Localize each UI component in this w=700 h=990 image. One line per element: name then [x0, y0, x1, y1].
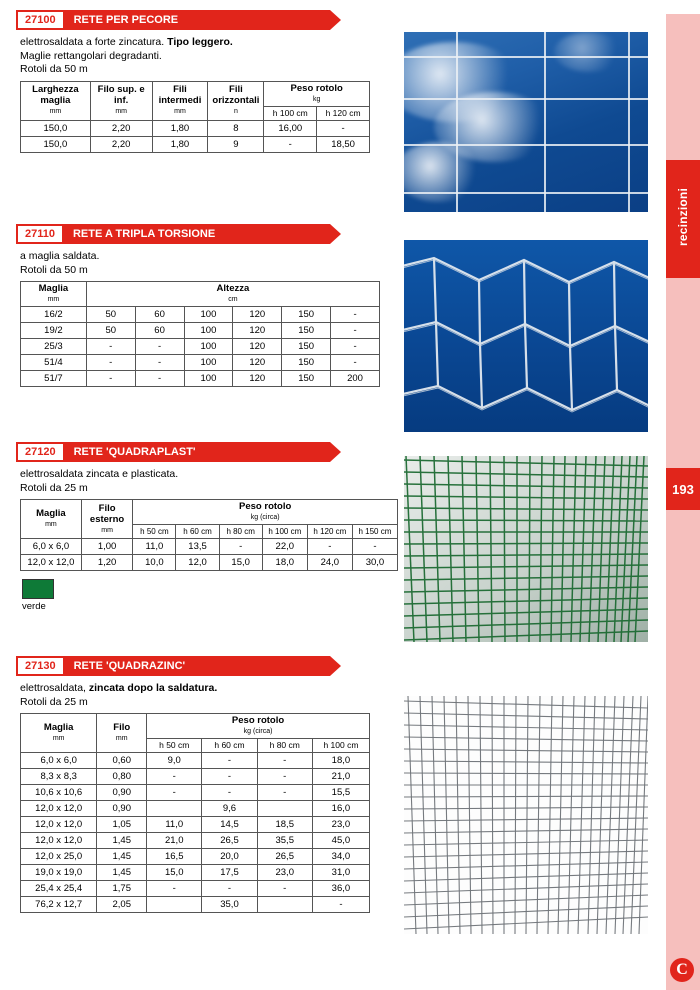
desc-line-2: Rotoli da 25 m — [20, 481, 88, 494]
cell: - — [86, 355, 135, 371]
cell: 16,5 — [147, 849, 202, 865]
cell: 15,5 — [312, 785, 369, 801]
cell: 100 — [184, 307, 233, 323]
cell: - — [147, 769, 202, 785]
brand-logo-icon: C — [670, 958, 694, 982]
cell: 16,00 — [264, 120, 317, 136]
cell: 14,5 — [202, 817, 257, 833]
cell: 1,45 — [97, 849, 147, 865]
cell: 150 — [282, 339, 331, 355]
th-filo-sup-inf: Filo sup. e inf. mm — [90, 81, 152, 120]
product-code: 27110 — [16, 224, 64, 244]
table-row — [21, 801, 370, 817]
desc-line-1: a maglia saldata. — [20, 250, 100, 262]
table-header-row — [21, 714, 370, 739]
table-row — [21, 769, 370, 785]
cell: - — [257, 769, 312, 785]
cell: 2,20 — [90, 120, 152, 136]
cell: 0,80 — [97, 769, 147, 785]
cell: 2,20 — [90, 136, 152, 152]
table-header-row — [21, 500, 398, 525]
th-peso-rotolo: Peso rotolo kg — [264, 81, 370, 106]
cell: 1,75 — [97, 881, 147, 897]
th-h100: h 100 cm — [312, 739, 369, 753]
th-peso-rotolo: Peso rotolo kg (circa) — [133, 500, 398, 525]
cell: 150 — [282, 355, 331, 371]
cell: - — [219, 539, 262, 555]
cell: 25,4 x 25,4 — [21, 881, 97, 897]
cell: 19/2 — [21, 323, 87, 339]
th-fili-intermedi: Fili intermedi mm — [152, 81, 208, 120]
cell: 9 — [208, 136, 264, 152]
cell: 51/4 — [21, 355, 87, 371]
cell: - — [352, 539, 397, 555]
cell: 120 — [233, 323, 282, 339]
cell: 100 — [184, 323, 233, 339]
product-banner — [16, 656, 330, 676]
table-row — [21, 136, 370, 152]
product-title: RETE PER PECORE — [64, 10, 330, 30]
cell: 21,0 — [312, 769, 369, 785]
th-filo-esterno: Filo esterno mm — [81, 500, 132, 539]
cell: 18,5 — [257, 817, 312, 833]
cell: 20,0 — [202, 849, 257, 865]
cell: - — [202, 769, 257, 785]
cell: 23,0 — [257, 865, 312, 881]
cell: 1,00 — [81, 539, 132, 555]
product-banner — [16, 442, 330, 462]
cell: 15,0 — [219, 555, 262, 571]
cell: 0,90 — [97, 801, 147, 817]
th-maglia: Maglia mm — [21, 282, 87, 307]
cell: 100 — [184, 371, 233, 387]
table-row — [21, 539, 398, 555]
th-h120: h 120 cm — [317, 106, 370, 120]
cell: 16,0 — [312, 801, 369, 817]
th-h80: h 80 cm — [219, 525, 262, 539]
table-row — [21, 323, 380, 339]
cell — [147, 801, 202, 817]
table-row — [21, 753, 370, 769]
cell: 13,5 — [176, 539, 219, 555]
cell: 45,0 — [312, 833, 369, 849]
desc-line-1: elettrosaldata a forte zincatura. Tipo leggero. — [20, 36, 233, 48]
cell: 6,0 x 6,0 — [21, 539, 82, 555]
color-swatch-verde — [22, 579, 54, 599]
cell: 150,0 — [21, 136, 91, 152]
cell: - — [86, 339, 135, 355]
cell: 9,6 — [202, 801, 257, 817]
table-row — [21, 881, 370, 897]
th-maglia: Maglia mm — [21, 500, 82, 539]
table-row — [21, 897, 370, 913]
cell: 0,60 — [97, 753, 147, 769]
cell: 11,0 — [147, 817, 202, 833]
cell: - — [86, 371, 135, 387]
cell: 120 — [233, 339, 282, 355]
galvanized-mesh-photo — [404, 696, 648, 934]
cell: 120 — [233, 371, 282, 387]
table-row — [21, 833, 370, 849]
table-row — [21, 339, 380, 355]
cell: 1,80 — [152, 136, 208, 152]
right-sidebar — [666, 0, 700, 990]
category-tab — [666, 160, 700, 278]
cell: - — [135, 355, 184, 371]
cell: - — [331, 355, 380, 371]
cell: 100 — [184, 355, 233, 371]
cell: - — [202, 753, 257, 769]
table-row — [21, 120, 370, 136]
cell: 34,0 — [312, 849, 369, 865]
cell: 6,0 x 6,0 — [21, 753, 97, 769]
product-title: RETE 'QUADRAZINC' — [64, 656, 330, 676]
table-row — [21, 785, 370, 801]
cell: 18,50 — [317, 136, 370, 152]
table-row — [21, 307, 380, 323]
th-h80: h 80 cm — [257, 739, 312, 753]
cell: 21,0 — [147, 833, 202, 849]
hex-mesh-drawing — [404, 240, 648, 432]
cell: 25/3 — [21, 339, 87, 355]
cell: 0,90 — [97, 785, 147, 801]
product-section-27110 — [16, 224, 652, 436]
product-section-27120 — [16, 442, 652, 650]
cell: 24,0 — [307, 555, 352, 571]
th-h100: h 100 cm — [264, 106, 317, 120]
th-larghezza-maglia: Larghezza maglia mm — [21, 81, 91, 120]
cell: - — [135, 339, 184, 355]
product-title: RETE A TRIPLA TORSIONE — [63, 224, 330, 244]
table-header-row — [21, 81, 370, 106]
cell — [257, 897, 312, 913]
table-row — [21, 865, 370, 881]
th-h150: h 150 cm — [352, 525, 397, 539]
spec-table-27120 — [20, 499, 398, 571]
table-row — [21, 555, 398, 571]
cell: 17,5 — [202, 865, 257, 881]
cell: 200 — [331, 371, 380, 387]
cell: 22,0 — [262, 539, 307, 555]
cell: 150,0 — [21, 120, 91, 136]
cell: 60 — [135, 307, 184, 323]
th-filo: Filo mm — [97, 714, 147, 753]
th-altezza: Altezza cm — [86, 282, 379, 307]
cell: 50 — [86, 323, 135, 339]
desc-line-2: Rotoli da 50 m — [20, 263, 88, 276]
cell: 19,0 x 19,0 — [21, 865, 97, 881]
cell: 30,0 — [352, 555, 397, 571]
cell: - — [202, 785, 257, 801]
cell: - — [307, 539, 352, 555]
cell: 35,5 — [257, 833, 312, 849]
cell: 100 — [184, 339, 233, 355]
spec-table-27110 — [20, 281, 380, 387]
table-row — [21, 371, 380, 387]
galvanized-mesh-drawing — [404, 696, 648, 934]
th-h60: h 60 cm — [176, 525, 219, 539]
cell: - — [147, 785, 202, 801]
th-maglia: Maglia mm — [21, 714, 97, 753]
cell: 23,0 — [312, 817, 369, 833]
spec-table-27130 — [20, 713, 370, 913]
category-tab-label: recinzioni — [676, 188, 690, 247]
product-code: 27100 — [16, 10, 65, 30]
desc-line-1: elettrosaldata zincata e plasticata. — [20, 468, 179, 480]
cell: - — [331, 307, 380, 323]
cell: - — [202, 881, 257, 897]
table-row — [21, 817, 370, 833]
green-mesh-drawing — [404, 456, 648, 642]
cell: 1,45 — [97, 865, 147, 881]
th-h50: h 50 cm — [147, 739, 202, 753]
cell: 12,0 x 12,0 — [21, 555, 82, 571]
cell: 35,0 — [202, 897, 257, 913]
desc-line-2: Maglie rettangolari degradanti. — [20, 49, 162, 62]
cell: 76,2 x 12,7 — [21, 897, 97, 913]
green-mesh-photo — [404, 456, 648, 642]
cell: 12,0 x 25,0 — [21, 849, 97, 865]
cell: 51/7 — [21, 371, 87, 387]
product-code: 27130 — [16, 656, 65, 676]
cell — [147, 897, 202, 913]
cell: 15,0 — [147, 865, 202, 881]
cell: 120 — [233, 355, 282, 371]
color-swatch-label: verde — [22, 601, 46, 612]
cell: - — [331, 339, 380, 355]
cell: 8,3 x 8,3 — [21, 769, 97, 785]
cell: 12,0 x 12,0 — [21, 801, 97, 817]
cell: 16/2 — [21, 307, 87, 323]
cell: 150 — [282, 371, 331, 387]
cell — [257, 801, 312, 817]
product-code: 27120 — [16, 442, 65, 462]
cell: 26,5 — [257, 849, 312, 865]
triple-torsion-net-photo — [404, 240, 648, 432]
cell: - — [257, 881, 312, 897]
cell: 1,80 — [152, 120, 208, 136]
cell: 50 — [86, 307, 135, 323]
page-number-badge: 193 — [666, 468, 700, 510]
cell: 1,45 — [97, 833, 147, 849]
cell: - — [147, 881, 202, 897]
cell: 120 — [233, 307, 282, 323]
cell: 1,20 — [81, 555, 132, 571]
desc-line-3: Rotoli da 50 m — [20, 63, 88, 75]
cell: 2,05 — [97, 897, 147, 913]
cell: 31,0 — [312, 865, 369, 881]
cell: 36,0 — [312, 881, 369, 897]
cell: 12,0 x 12,0 — [21, 833, 97, 849]
cell: 10,6 x 10,6 — [21, 785, 97, 801]
th-h120: h 120 cm — [307, 525, 352, 539]
desc-line-2: Rotoli da 25 m — [20, 695, 88, 708]
product-banner — [16, 224, 330, 244]
cell: 18,0 — [312, 753, 369, 769]
cell: 12,0 — [176, 555, 219, 571]
th-peso-rotolo: Peso rotolo kg (circa) — [147, 714, 370, 739]
cell: - — [264, 136, 317, 152]
th-h60: h 60 cm — [202, 739, 257, 753]
cell: 150 — [282, 307, 331, 323]
cell: 10,0 — [133, 555, 176, 571]
cell: 9,0 — [147, 753, 202, 769]
product-banner — [16, 10, 330, 30]
th-h50: h 50 cm — [133, 525, 176, 539]
table-header-row — [21, 282, 380, 307]
table-row — [21, 355, 380, 371]
cell: 18,0 — [262, 555, 307, 571]
table-row — [21, 849, 370, 865]
cell: 12,0 x 12,0 — [21, 817, 97, 833]
cell: - — [257, 753, 312, 769]
cell: - — [331, 323, 380, 339]
cell: - — [257, 785, 312, 801]
cell: 60 — [135, 323, 184, 339]
th-fili-orizzontali: Fili orizzontali n — [208, 81, 264, 120]
cell: 26,5 — [202, 833, 257, 849]
cell: 150 — [282, 323, 331, 339]
cell: - — [317, 120, 370, 136]
desc-line-1: elettrosaldata, zincata dopo la saldatura. — [20, 682, 218, 694]
cell: - — [135, 371, 184, 387]
th-h100: h 100 cm — [262, 525, 307, 539]
cell: 8 — [208, 120, 264, 136]
product-section-27100 — [16, 10, 652, 218]
product-title: RETE 'QUADRAPLAST' — [64, 442, 330, 462]
cell: 1,05 — [97, 817, 147, 833]
sheep-net-photo — [404, 32, 648, 212]
cell: 11,0 — [133, 539, 176, 555]
cell: - — [312, 897, 369, 913]
product-section-27130 — [16, 656, 652, 956]
spec-table-27100 — [20, 81, 370, 153]
rail-top-spacer — [666, 0, 700, 14]
